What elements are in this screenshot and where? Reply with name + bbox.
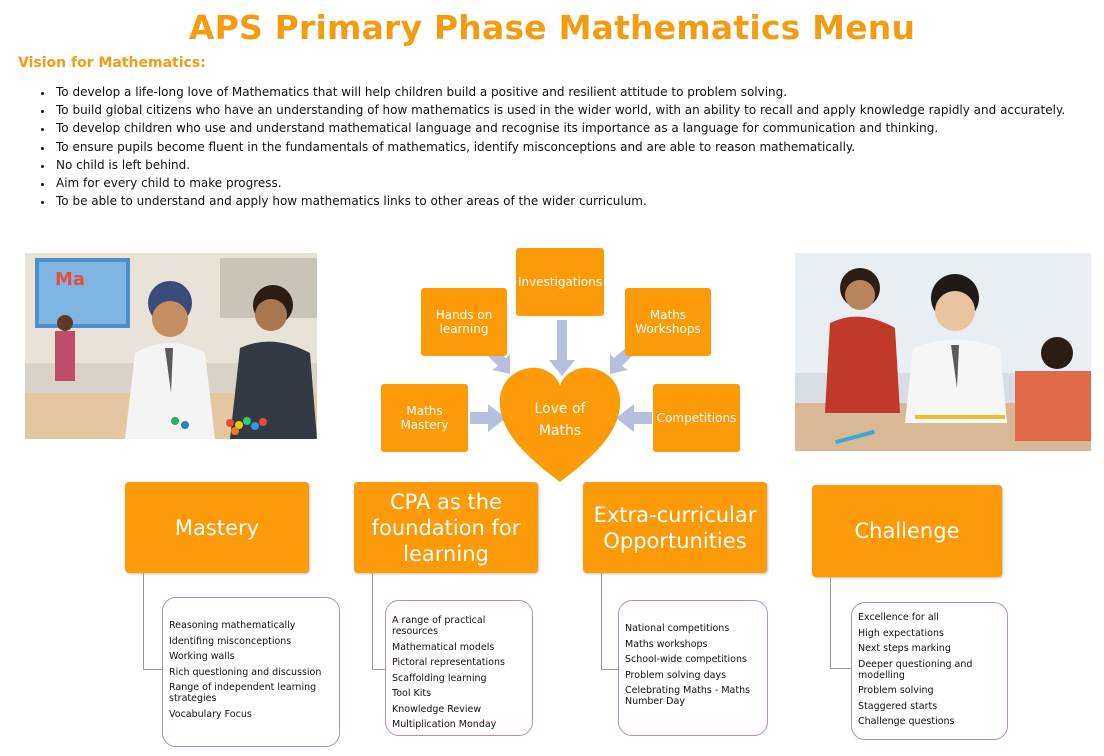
investigations-label: Investigations — [517, 275, 603, 289]
list-item: Reasoning mathematically — [169, 620, 296, 631]
list-item: Scaffolding learning — [392, 672, 487, 684]
list-item: Multiplication Monday — [392, 719, 497, 730]
vision-point: • To ensure pupils become fluent in the fundamentals of mathematics, identify misconceptions and are able to reason mathematically. — [54, 138, 1094, 156]
svg-text:Ma: Ma — [55, 269, 86, 290]
list-item: High expectations — [858, 627, 944, 639]
investigations-box — [516, 248, 604, 316]
workshops-label: Maths Workshops — [635, 308, 701, 336]
maths-mastery-box — [381, 384, 468, 452]
classroom-photo-right — [795, 253, 1091, 451]
heart-label — [510, 398, 610, 442]
arrow-down — [549, 320, 575, 376]
vision-point: • To be able to understand and apply how mathematics links to other areas of the wider curriculum. — [54, 192, 1094, 210]
pillar-title: Mastery — [174, 515, 260, 540]
competitions-box — [653, 384, 740, 452]
list-item: Vocabulary Focus — [169, 708, 252, 720]
pillar-cpa-list — [385, 600, 533, 736]
list-item: Working walls — [169, 651, 235, 662]
arrow-left — [616, 404, 652, 432]
hands-on-label: Hands on learning — [435, 308, 493, 336]
competitions-label: Competitions — [656, 411, 737, 425]
connector — [830, 577, 853, 669]
classroom-photo-left — [25, 253, 317, 439]
list-item: Mathematical models — [392, 641, 495, 653]
pillar-challenge-list — [851, 602, 1008, 740]
vision-point: • No child is left behind. — [54, 156, 1094, 174]
pillar-cpa — [354, 482, 538, 573]
vision-point: • To develop a life-long love of Mathematics that will help children build a positive and resilient attitude to problem solving. — [54, 83, 1094, 101]
vision-point: • To build global citizens who have an understanding of how mathematics is used in the wider world, with an ability to recall and apply knowledge rapidly and accurately. — [54, 101, 1094, 119]
list-item: Problem solving — [858, 685, 934, 696]
heart-label-line: Love of — [534, 401, 586, 417]
list-item: Knowledge Review — [392, 703, 482, 715]
page-title: APS Primary Phase Mathematics Menu — [188, 8, 916, 47]
list-item: Identifing misconceptions — [169, 635, 292, 647]
maths-workshops-box — [625, 288, 711, 356]
mastery-label: Maths Mastery — [400, 404, 449, 432]
list-item: Tool Kits — [392, 688, 432, 699]
vision-heading: Vision for Mathematics: — [18, 55, 206, 71]
vision-list — [34, 83, 1094, 210]
list-item: School-wide competitions — [625, 654, 747, 665]
heart-label-line: Maths — [538, 423, 582, 439]
list-item: Challenge questions — [858, 716, 955, 727]
list-item: A range of practical resources — [392, 615, 486, 637]
list-item: Rich questioning and discussion — [169, 666, 322, 678]
list-item: Next steps marking — [858, 643, 951, 654]
list-item: Celebrating Maths - Maths Number Day — [625, 685, 751, 707]
pillar-title: Extra-curricular Opportunities — [593, 502, 757, 553]
connector — [143, 573, 164, 670]
list-item: Staggered starts — [858, 700, 938, 712]
list-item: Excellence for all — [858, 612, 939, 623]
list-item: Pictoral representations — [392, 657, 505, 668]
pillar-extra-list — [618, 600, 768, 736]
list-item: Problem solving days — [625, 669, 727, 681]
pillar-extra-curricular — [583, 482, 767, 573]
pillar-mastery-list — [162, 597, 340, 747]
vision-point: • Aim for every child to make progress. — [54, 174, 1094, 192]
list-item: Maths workshops — [625, 638, 708, 650]
hands-on-learning-box — [421, 288, 507, 356]
vision-point: • To develop children who use and understand mathematical language and recognise its importance as a language for communication and thinking. — [54, 119, 1094, 137]
list-item: Deeper questioning and modelling — [858, 658, 973, 681]
pillar-mastery — [125, 482, 309, 573]
list-item: Range of independent learning strategies — [169, 682, 317, 704]
pillar-title: Challenge — [854, 519, 960, 543]
pillar-challenge — [812, 485, 1002, 577]
list-item: National competitions — [625, 623, 730, 634]
pillar-title: CPA as the foundation for learning — [371, 489, 521, 566]
